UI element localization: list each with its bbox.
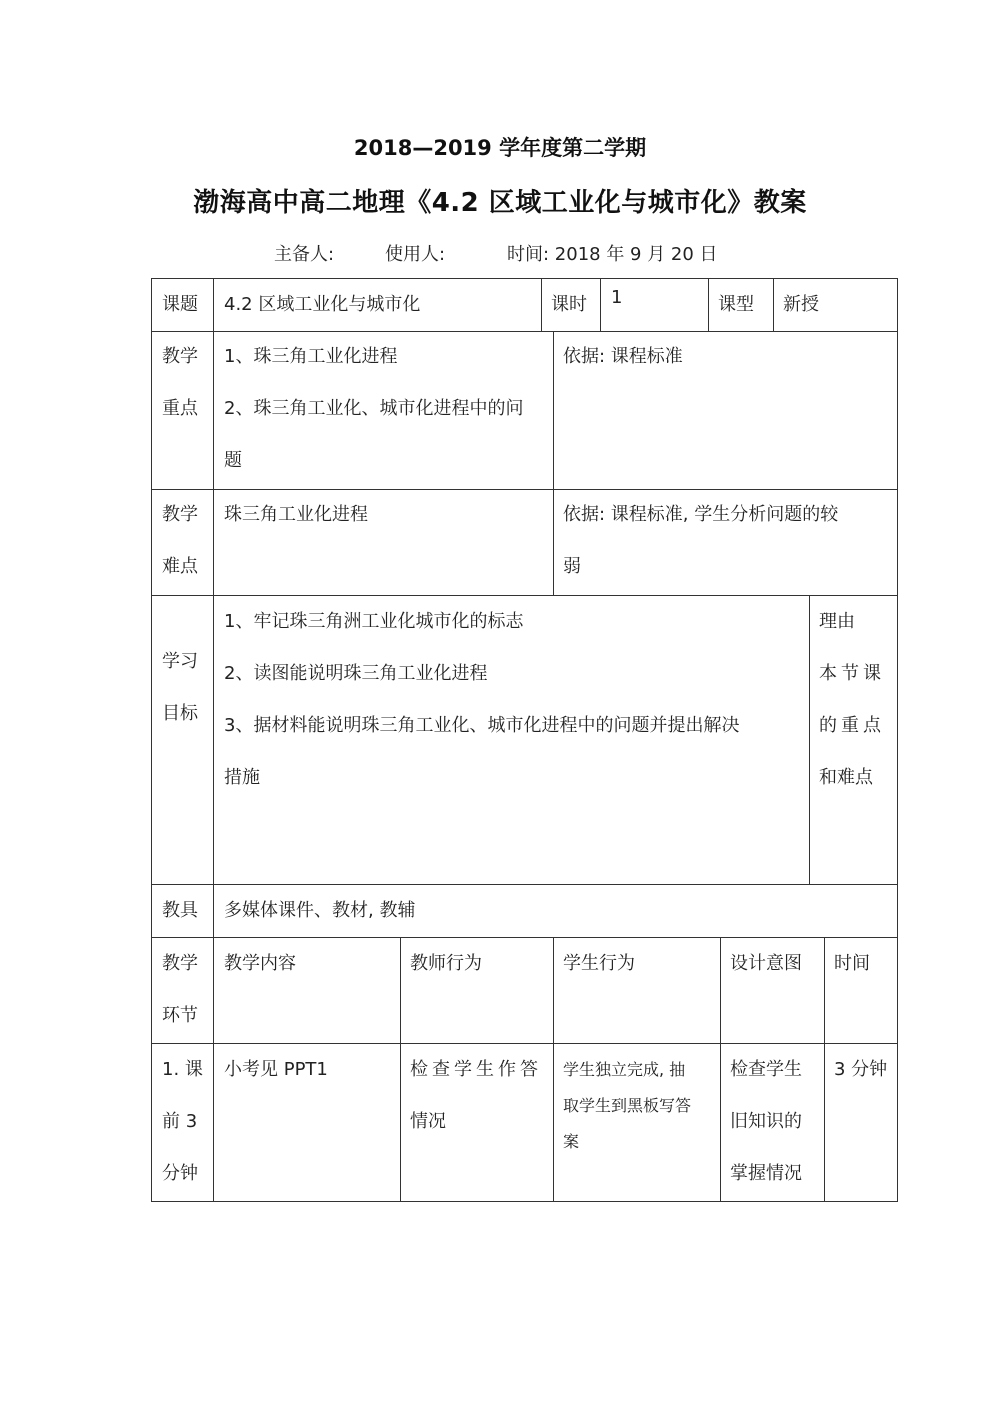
key-point-line: 2、珠三角工业化、城市化进程中的问	[224, 398, 524, 419]
user-label: 使用人:	[385, 244, 446, 265]
border	[897, 278, 898, 1201]
column-header-teacher: 教师行为	[410, 953, 482, 974]
type-value: 新授	[783, 294, 819, 315]
column-header-student: 学生行为	[563, 953, 635, 974]
key-points-label-1: 教学	[162, 346, 198, 367]
student-action: 学生独立完成, 抽	[563, 1060, 686, 1079]
difficulty-value: 珠三角工业化进程	[224, 504, 368, 525]
objective-line: 2、读图能说明珠三角工业化进程	[224, 663, 488, 684]
column-header-intent: 设计意图	[730, 953, 802, 974]
border	[708, 278, 709, 331]
tools-value: 多媒体课件、教材, 教辅	[224, 900, 416, 921]
student-action: 取学生到黑板写答	[563, 1096, 692, 1115]
semester-heading: 2018—2019 学年度第二学期	[353, 136, 647, 160]
difficulties-basis: 弱	[563, 556, 581, 577]
objectives-label-1: 学习	[162, 651, 198, 672]
document-title: 渤海高中高二地理《4.2 区域工业化与城市化》教案	[193, 188, 807, 218]
hours-value: 1	[611, 287, 623, 308]
reason-line: 本节课	[819, 663, 885, 684]
objective-line: 3、据材料能说明珠三角工业化、城市化进程中的问题并提出解决	[224, 715, 740, 736]
border	[400, 937, 401, 1201]
column-header-time: 时间	[834, 953, 870, 974]
teacher-action: 情况	[410, 1111, 446, 1132]
key-points-label-2: 重点	[162, 398, 198, 419]
preparer-label: 主备人:	[274, 244, 335, 265]
key-point-line: 1、珠三角工业化进程	[224, 346, 398, 367]
border	[809, 595, 810, 884]
objective-line: 措施	[224, 767, 260, 788]
reason-line: 的重点	[819, 715, 885, 736]
objectives-label-2: 目标	[162, 703, 198, 724]
column-header-content: 教学内容	[224, 953, 296, 974]
border	[600, 278, 601, 331]
design-intent: 检查学生	[730, 1059, 802, 1080]
border	[151, 1201, 898, 1202]
border	[213, 278, 214, 1201]
objective-line: 1、牢记珠三角洲工业化城市化的标志	[224, 611, 524, 632]
border	[553, 331, 554, 595]
process-label-2: 环节	[162, 1005, 198, 1026]
difficulties-basis: 依据: 课程标准, 学生分析问题的较	[563, 504, 839, 525]
border	[151, 278, 152, 1201]
topic-label: 课题	[162, 294, 198, 315]
design-intent: 掌握情况	[730, 1163, 802, 1184]
tools-label: 教具	[162, 900, 198, 921]
reason-line: 和难点	[819, 767, 873, 788]
reason-line: 理由	[819, 611, 855, 632]
border	[541, 278, 542, 331]
type-label: 课型	[718, 294, 754, 315]
topic-value: 4.2 区域工业化与城市化	[224, 294, 421, 315]
process-label-1: 教学	[162, 953, 198, 974]
difficulties-label-1: 教学	[162, 504, 198, 525]
key-point-line: 题	[224, 450, 242, 471]
border	[773, 278, 774, 331]
border	[824, 937, 825, 1201]
key-points-basis: 依据: 课程标准	[563, 346, 683, 367]
border	[553, 937, 554, 1201]
border	[720, 937, 721, 1201]
step-time: 3 分钟	[834, 1059, 888, 1080]
teacher-action: 检查学生作答	[410, 1059, 542, 1080]
step-label: 1. 课	[162, 1059, 203, 1080]
student-action: 案	[563, 1132, 580, 1151]
step-content: 小考见 PPT1	[224, 1059, 328, 1080]
hours-label: 课时	[551, 294, 587, 315]
date-label: 时间: 2018 年 9 月 20 日	[507, 244, 718, 265]
step-label: 前 3	[162, 1111, 198, 1132]
step-label: 分钟	[162, 1163, 198, 1184]
design-intent: 旧知识的	[730, 1111, 802, 1132]
difficulties-label-2: 难点	[162, 556, 198, 577]
